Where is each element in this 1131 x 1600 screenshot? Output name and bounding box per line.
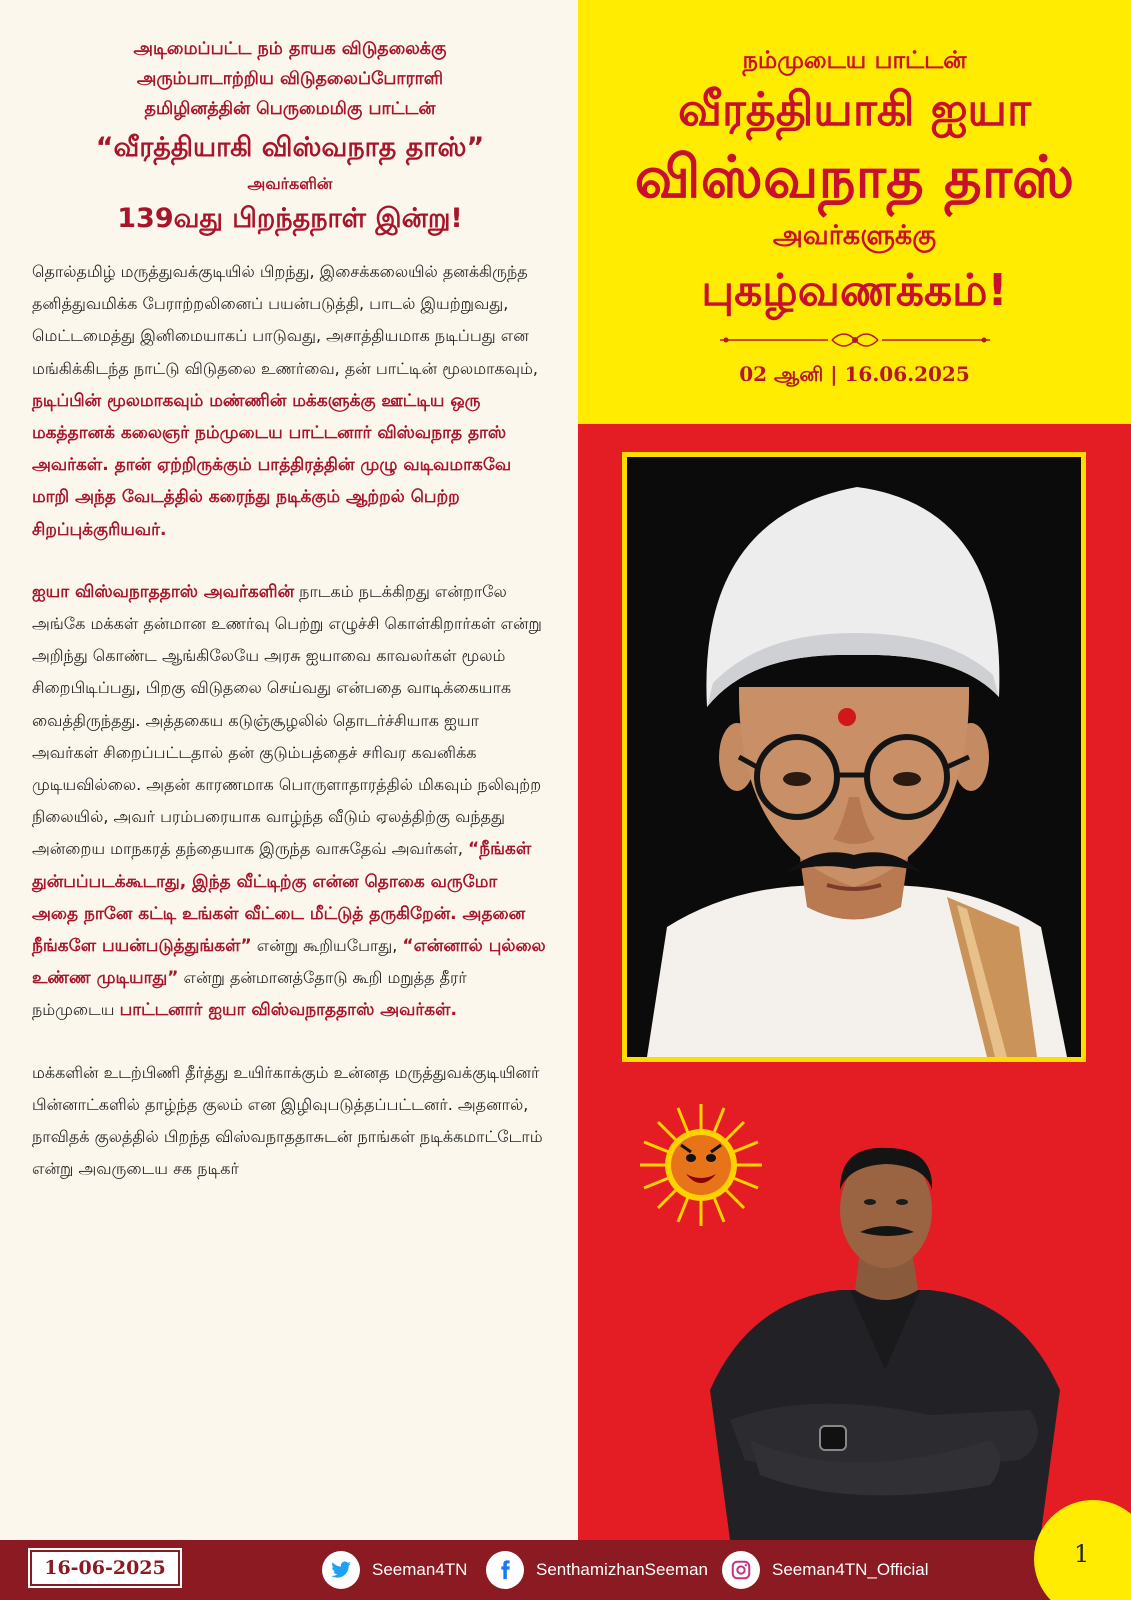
facebook-icon xyxy=(486,1551,524,1589)
header-name: விஸ்வநாத தாஸ் xyxy=(634,143,1075,211)
intro-line-2: அரும்பாடாற்றிய விடுதலைப்போராளி xyxy=(136,69,444,89)
paragraph-2-lead: ஐயா விஸ்வநாததாஸ் அவர்களின் xyxy=(32,581,295,602)
footer-date: 16-06-2025 xyxy=(30,1550,180,1586)
header-line-1: நம்முடைய பாட்டன் xyxy=(742,46,967,74)
twitter-handle[interactable] xyxy=(322,1552,467,1588)
tribute-header xyxy=(578,0,1131,424)
paragraph-2-text: நாடகம் நடக்கிறது என்றாலே அங்கே மக்கள் தன்மான உணர்வு பெற்று எழுச்சி கொள்கிறார்கள் என்று அறிந்து கொண்ட ஆங்கிலேயே அரசு ஐயாவை காவலர்கள் மூலம் சிறைபிடிப்பது, பிறகு விடுதலை செய்வது என்பதை வாடிக்கையாக வைத்திருந்தது. அத்தகைய கடுஞ்சூழலில் தொடர்ச்சியாக ஐயா அவர்கள் சிறைப்பட்டதால் தன் குடும்பத்தைச் சரிவர கவனிக்க முடியவில்லை. அதன் காரணமாக பொருளாதாரத்தில் மிகவும் நலிவுற்ற நிலையில், அவர் பரம்பரையாக வாழ்ந்த வீடும் ஏலத்திற்கு வந்தது அன்றைய மாநகரத் தந்தையாக இருந்த வாசுதேவ் அவர்கள், xyxy=(32,581,542,859)
instagram-icon xyxy=(722,1551,760,1589)
paragraph-2-quote-2: “என்னால் புல்லை உண்ண முடியாது” xyxy=(32,936,546,989)
facebook-handle[interactable] xyxy=(486,1552,708,1588)
intro-heading xyxy=(32,34,548,240)
page-number: 1 xyxy=(1074,1540,1090,1568)
intro-line-3: தமிழினத்தின் பெருமைமிகு பாட்டன் xyxy=(144,99,436,119)
paragraph-1-text: தொல்தமிழ் மருத்துவக்குடியில் பிறந்து, இசைக்கலையில் தனக்கிருந்த தனித்துவமிக்க பேராற்றலினைப் பயன்படுத்தி, பாடல் இயற்றுவது, மெட்டமைத்து இனிமையாகப் பாடுவது, அசாத்தியமாக நடிப்பது என மங்கிக்கிடந்த நாட்டு விடுதலை உணர்வை, தன் பாட்டின் மூலமாகவும், xyxy=(32,262,538,378)
paragraph-2-text-2: என்று கூறியபோது, xyxy=(251,936,398,956)
paragraph-2 xyxy=(32,576,548,1027)
intro-avar: அவர்களின் xyxy=(247,174,333,193)
paragraph-1 xyxy=(32,256,548,546)
paragraph-2-end: பாட்டனார் ஐயா விஸ்வநாததாஸ் அவர்கள். xyxy=(119,1000,457,1021)
paragraph-1-highlight: நடிப்பின் மூலமாகவும் மண்ணின் மக்களுக்கு ஊட்டிய ஒரு மகத்தானக் கலைஞர் நம்முடைய பாட்டனார் விஸ்வநாத தாஸ் அவர்கள். தான் ஏற்றிருக்கும் பாத்திரத்தின் முழு வடிவமாகவே மாறி அந்த வேடத்தில் கரைந்து நடிக்கும் ஆற்றல் பெற்ற சிறப்புக்குரியவர். xyxy=(32,390,512,540)
paragraph-2-quote: “நீங்கள் துன்பப்படக்கூடாது, இந்த வீட்டிற்கு என்ன தொகை வருமோ அதை நானே கட்டி உங்கள் வீட்டை மீட்டுத் தருகிறேன். அதனை நீங்களே பயன்படுத்துங்கள்” xyxy=(32,839,532,957)
portrait-image xyxy=(622,452,1086,1062)
intro-line-1: அடிமைப்பட்ட நம் தாயக விடுதலைக்கு xyxy=(133,39,447,59)
paragraph-3 xyxy=(32,1057,548,1186)
paragraph-3-text: மக்களின் உடற்பிணி தீர்த்து உயிர்காக்கும் உன்னத மருத்துவக்குடியினர் பின்னாட்களில் தாழ்ந்த குலம் என இழிவுபடுத்தப்பட்டனர். அதனால், நாவிதக் குலத்தில் பிறந்த விஸ்வநாததாசுடன் நாங்கள் நடிக்கமாட்டோம் என்று அவருடைய சக நடிகர் xyxy=(32,1062,543,1179)
article-column xyxy=(0,0,578,1540)
instagram-handle[interactable] xyxy=(722,1552,929,1588)
leader-photo xyxy=(690,1140,1080,1540)
tribute-column xyxy=(578,0,1131,1540)
header-salutation: புகழ்வணக்கம்! xyxy=(701,265,1008,316)
twitter-label: Seeman4TN xyxy=(372,1560,468,1579)
twitter-icon xyxy=(322,1551,360,1589)
header-line-2: வீரத்தியாகி ஐயா xyxy=(677,82,1032,136)
paragraph-2-text-3: என்று தன்மானத்தோடு கூறி மறுத்த தீரர் நம்முடைய xyxy=(32,968,467,1020)
footer-bar xyxy=(0,1540,1131,1600)
header-line-4: அவர்களுக்கு xyxy=(772,220,937,251)
instagram-label: Seeman4TN_Official xyxy=(772,1560,929,1579)
intro-quote: “வீரத்தியாகி விஸ்வநாத தாஸ்” xyxy=(95,132,485,163)
birthday-line: 139வது பிறந்தநாள் இன்று! xyxy=(117,203,463,234)
tamil-date: 02 ஆனி | 16.06.2025 xyxy=(739,362,970,386)
facebook-label: SenthamizhanSeeman xyxy=(536,1560,709,1579)
flourish-divider xyxy=(720,332,990,348)
